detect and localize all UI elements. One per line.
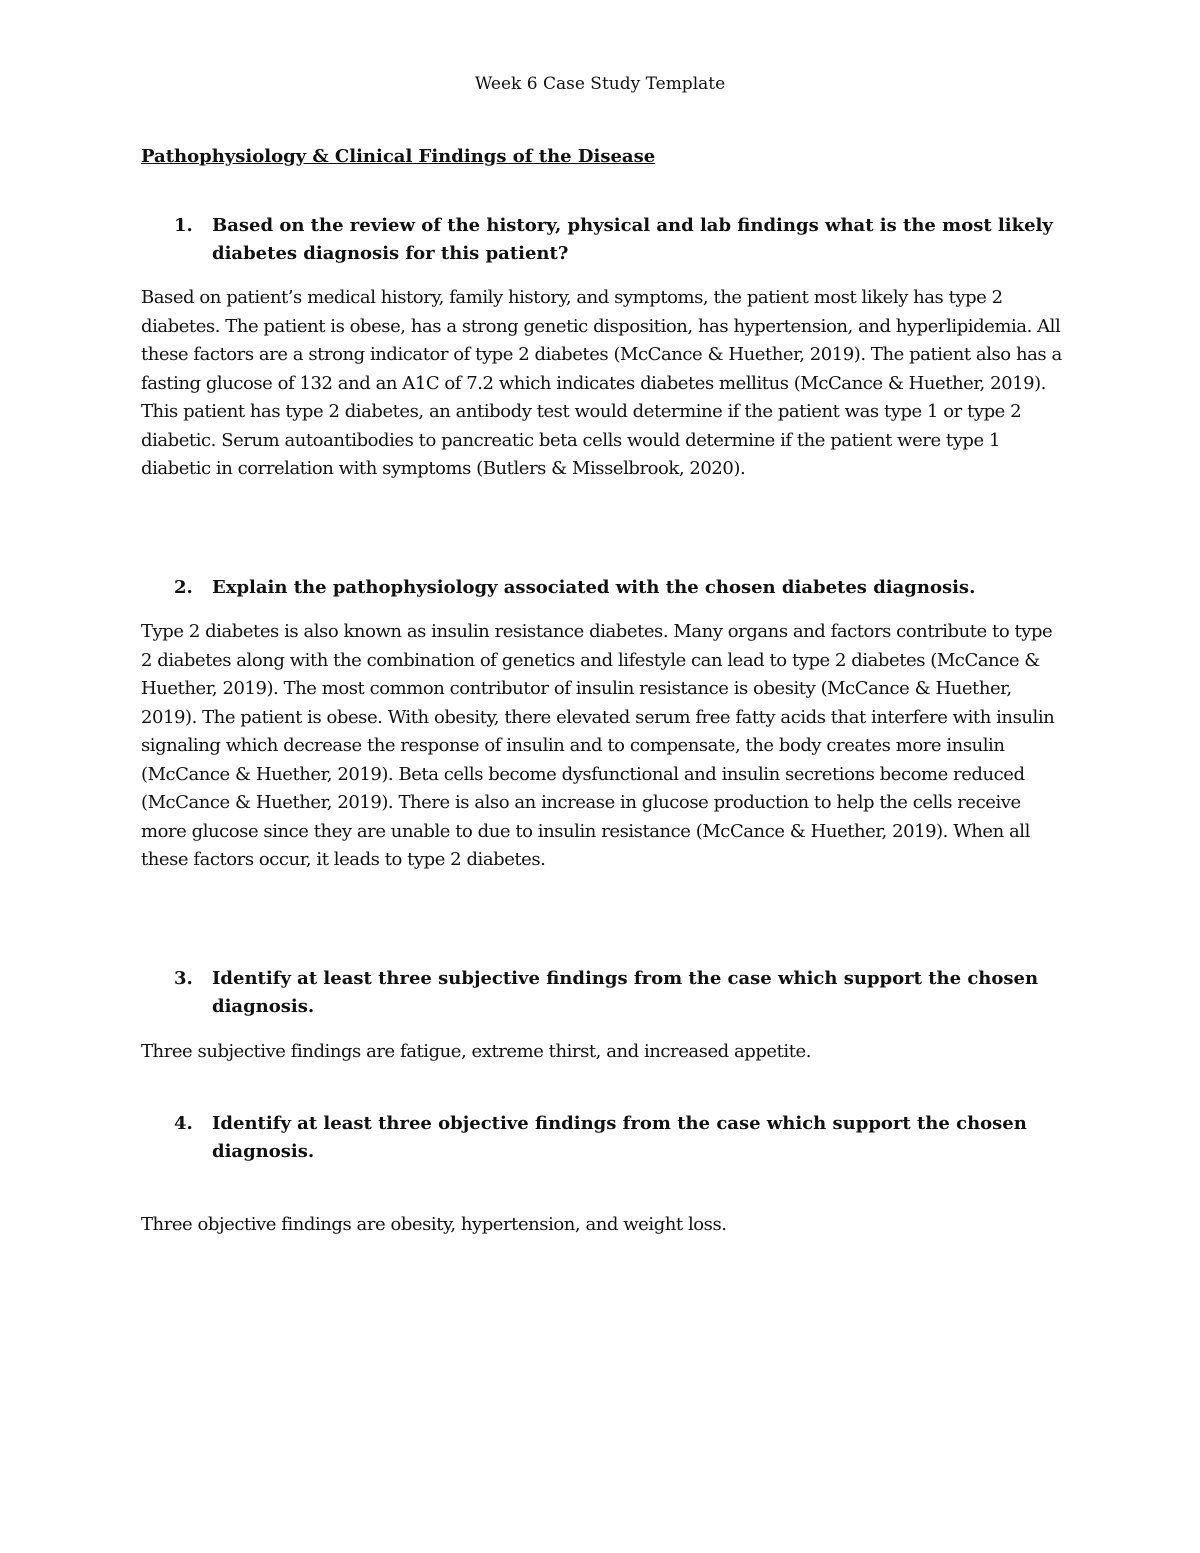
question-number: 4.	[174, 1113, 193, 1134]
question-text: Identify at least three objective findings from the case which support the chosen diagnosis.	[212, 1113, 1027, 1162]
question-2	[174, 574, 1074, 602]
question-4	[174, 1110, 1074, 1166]
question-number: 2.	[174, 577, 193, 598]
question-text: Based on the review of the history, physical and lab findings what is the most likely diabetes diagnosis for this patient?	[212, 215, 1053, 264]
question-number: 1.	[174, 215, 193, 236]
question-number: 3.	[174, 968, 193, 989]
question-text: Explain the pathophysiology associated with the chosen diabetes diagnosis.	[212, 577, 976, 598]
document-title: Week 6 Case Study Template	[474, 74, 726, 94]
answer-3: Three subjective findings are fatigue, extreme thirst, and increased appetite.	[141, 1041, 811, 1062]
answer-4: Three objective findings are obesity, hypertension, and weight loss.	[141, 1214, 727, 1235]
question-3	[174, 965, 1074, 1021]
question-text: Identify at least three subjective findings from the case which support the chosen diagnosis.	[212, 968, 1039, 1017]
question-1	[174, 212, 1074, 268]
answer-2: Type 2 diabetes is also known as insulin resistance diabetes. Many organs and factors contribute to type 2 diabetes along with the combination of genetics and lifestyle can lead to type 2 diabetes (McCance & Huether, 2019). The most common contributor of insulin resistance is obesity (McCance & Huether, 2019). The patient is obese. With obesity, there elevated serum free fatty acids that interfere with insulin signaling which decrease the response of insulin and to compensate, the body creates more insulin (McCance & Huether, 2019). Beta cells become dysfunctional and insulin secretions become reduced (McCance & Huether, 2019). There is also an increase in glucose production to help the cells receive more glucose since they are unable to due to insulin resistance (McCance & Huether, 2019). When all these factors occur, it leads to type 2 diabetes.	[141, 621, 1055, 870]
section-heading: Pathophysiology & Clinical Findings of the Disease	[141, 146, 656, 167]
answer-1: Based on patient’s medical history, family history, and symptoms, the patient most likely has type 2 diabetes. The patient is obese, has a strong genetic disposition, has hypertension, and hyperlipidemia. All these factors are a strong indicator of type 2 diabetes (McCance & Huether, 2019). The patient also has a fasting glucose of 132 and an A1C of 7.2 which indicates diabetes mellitus (McCance & Huether, 2019). This patient has type 2 diabetes, an antibody test would determine if the patient was type 1 or type 2 diabetic. Serum autoantibodies to pancreatic beta cells would determine if the patient were type 1 diabetic in correlation with symptoms (Butlers & Misselbrook, 2020).	[141, 287, 1062, 479]
